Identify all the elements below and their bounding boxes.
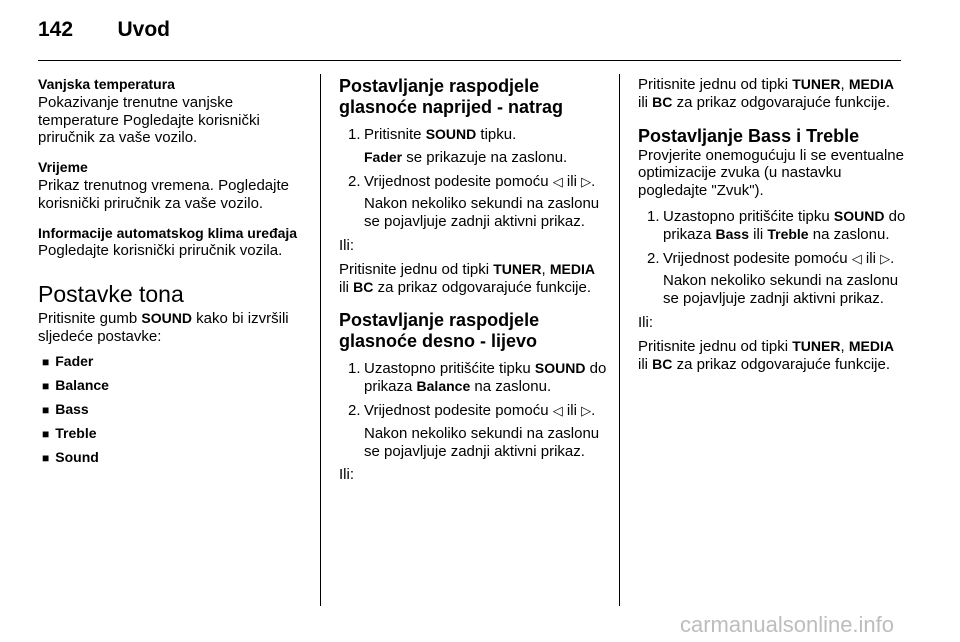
- time-text: Prikaz trenutnog vremena. Pogledajte korisnički priručnik za vaše vozilo.: [38, 176, 289, 212]
- fader-steps: [339, 126, 609, 231]
- arrow-left-icon: ◁: [851, 250, 862, 266]
- outside-temp-title: Vanjska temperatura: [38, 76, 175, 92]
- alt-keys-text: Pritisnite jednu od tipki TUNER, MEDIA ili BC za prikaz odgovarajuće funkcije.: [638, 76, 894, 111]
- header-rule: [38, 60, 901, 61]
- time-title: Vrijeme: [38, 159, 88, 176]
- or-label: Ili:: [638, 313, 653, 331]
- chapter-title: Uvod: [117, 18, 170, 41]
- list-item: 1. Uzastopno pritišćite tipku SOUND do prikaza Bass ili Treble na zaslonu.: [647, 207, 906, 243]
- page-header: [38, 18, 170, 42]
- balance-heading: Postavljanje raspodjele glasnoće desno - lijevo: [339, 310, 540, 352]
- page-number: 142: [38, 18, 74, 41]
- column-3: [638, 76, 908, 373]
- arrow-right-icon: ▷: [581, 402, 592, 418]
- climate-text: Pogledajte korisnički priručnik vozila.: [38, 242, 283, 260]
- list-item: 1. Uzastopno pritišćite tipku SOUND do prikaza Balance na zaslonu.: [348, 360, 607, 396]
- list-item: ■ Sound: [42, 448, 99, 465]
- bass-treble-steps: [638, 208, 908, 308]
- outside-temp-text: Pokazivanje trenutne vanjske temperature Pogledajte korisnički priručnik za vaše vozilo.: [38, 93, 260, 147]
- arrow-right-icon: ▷: [581, 173, 592, 189]
- list-item: ■ Bass: [42, 400, 89, 417]
- column-divider-1: [320, 74, 321, 606]
- or-label: Ili:: [339, 236, 354, 254]
- alt-keys-text: Pritisnite jednu od tipki TUNER, MEDIA ili BC za prikaz odgovarajuće funkcije.: [339, 260, 595, 296]
- column-1: [38, 76, 308, 472]
- bass-treble-heading: Postavljanje Bass i Treble: [638, 125, 860, 146]
- or-label: Ili:: [339, 466, 354, 484]
- tone-options-list: [38, 352, 308, 467]
- arrow-right-icon: ▷: [880, 250, 891, 266]
- arrow-left-icon: ◁: [552, 173, 563, 189]
- fader-heading: Postavljanje raspodjele glasnoće naprijed - natrag: [339, 76, 564, 117]
- list-item: 2. Vrijednost podesite pomoću ◁ ili ▷. Nakon nekoliko sekundi na zaslonu se pojavljuje zadnji aktivni prikaz.: [348, 172, 600, 231]
- list-item: ■ Fader: [42, 352, 94, 369]
- watermark: carmanualsonline.info: [680, 612, 895, 637]
- arrow-left-icon: ◁: [552, 402, 563, 418]
- list-item: ■ Balance: [42, 376, 109, 393]
- column-2: [339, 76, 609, 484]
- bass-treble-intro: Provjerite onemogućuju li se eventualne optimizacije zvuka (u nastavku pogledajte "Zvuk").: [638, 146, 904, 200]
- balance-steps: [339, 360, 609, 460]
- list-item: 1. Pritisnite SOUND tipku. Fader se prikazuje na zaslonu.: [348, 126, 568, 166]
- climate-title: Informacije automatskog klima uređaja: [38, 224, 298, 241]
- alt-keys-text: Pritisnite jednu od tipki TUNER, MEDIA ili BC za prikaz odgovarajuće funkcije.: [638, 337, 894, 373]
- tone-settings-heading: Postavke tona: [38, 281, 184, 308]
- list-item: 2. Vrijednost podesite pomoću ◁ ili ▷. Nakon nekoliko sekundi na zaslonu se pojavljuje zadnji aktivni prikaz.: [647, 249, 899, 308]
- tone-intro: Pritisnite gumb SOUND kako bi izvršili sljedeće postavke:: [38, 310, 289, 345]
- list-item: 2. Vrijednost podesite pomoću ◁ ili ▷. Nakon nekoliko sekundi na zaslonu se pojavljuje zadnji aktivni prikaz.: [348, 401, 600, 460]
- column-divider-2: [619, 74, 620, 606]
- list-item: ■ Treble: [42, 424, 97, 441]
